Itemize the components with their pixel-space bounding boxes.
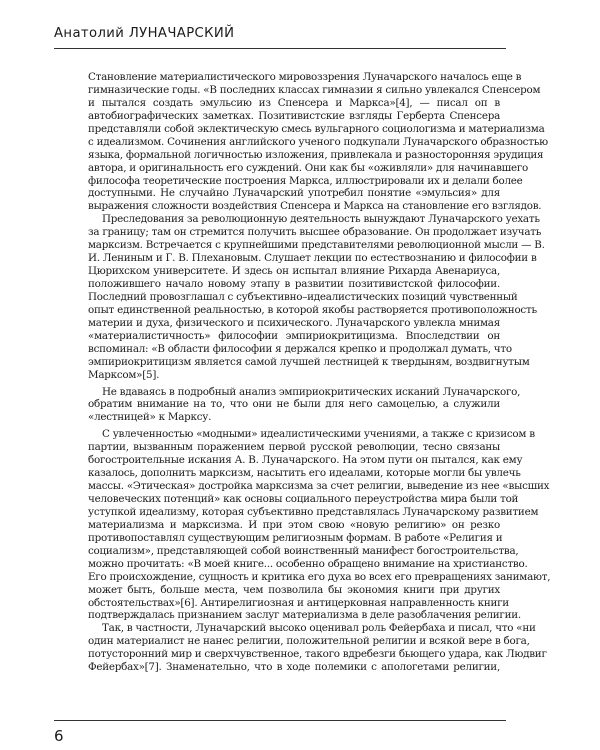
- text-line: противопоставлял существующим религиозным формам. В работе «Религия и: [88, 531, 503, 544]
- text-line: Преследования за революционную деятельность вынуждают Луначарского уехать: [102, 213, 540, 226]
- text-line: Становление материалистического мировоззрения Луначарского началось еще в: [88, 71, 522, 83]
- text-line: Фейербах»[7]. Знаменательно, что в ходе полемики с апологетами религии,: [88, 661, 500, 674]
- text-line: человеческих потенций» как основы социального переустройства мира были той: [88, 493, 519, 505]
- text-line: Марксом»[5].: [88, 368, 160, 381]
- text-line: философа теоретические построения Маркса, иллюстрировали их и делали более: [88, 174, 523, 187]
- footer-rule: [54, 720, 506, 721]
- text-line: опыт единственной реальностью, в которой якобы растворяется противоположность: [88, 303, 537, 316]
- text-line: С увлеченностью «модными» идеалистическими учениями, а также с кризисом в: [102, 428, 535, 441]
- text-line: Не вдаваясь в подробный анализ эмпириокритических исканий Луначарского,: [102, 385, 521, 398]
- text-line: и пытался создать эмульсию из Спенсера и Маркса»[4], — писал оп в: [88, 96, 500, 109]
- text-line: эмпириокритицизм является самой лучшей лестницей к твердыням, воздвигнутым: [88, 355, 530, 368]
- text-line: может быть, больше места, чем позволила бы экономия книги при других: [88, 583, 500, 596]
- text-line: уступкой идеализму, которая субъективно представлялась Луначарскому развитием: [88, 505, 539, 518]
- text-line: партии, вызванным поражением первой русской революции, тесно связаны: [88, 441, 500, 454]
- text-line: богостроительные искания А. В. Луначарского. На этом пути он пытался, как ему: [88, 454, 523, 467]
- text-line: Цюрихском университете. И здесь он испытал влияние Рихарда Авенариуса,: [88, 265, 500, 278]
- text-line: марксизм. Встречается с крупнейшими представителями революционной мысли — В.: [88, 239, 545, 252]
- text-line: И. Лениным и Г. В. Плехановым. Слушает лекции по естествознанию и философии в: [88, 252, 537, 265]
- text-line: материи и духа, физического и психического. Луначарского увлекла мнимая: [88, 316, 500, 329]
- text-line: обратим внимание на то, что они не были для него самоцелью, а служили: [88, 398, 500, 411]
- text-line: казалось, дополнить марксизм, насытить его идеалами, которые могли бы увлечь: [88, 467, 521, 480]
- text-line: автобиографических заметках. Позитивистские взгляды Герберта Спенсера: [88, 109, 500, 122]
- text-line: гимназические годы. «В последних классах гимназии я сильно увлекался Спенсером: [88, 83, 541, 96]
- text-line: потусторонний мир и сверхчувственное, такого вдребезги бьющего удара, как Людвиг: [88, 648, 547, 661]
- running-head: Анатолий ЛУНАЧАРСКИЙ: [54, 26, 235, 41]
- page-number: 6: [54, 727, 64, 745]
- text-line: материализма и марксизма. И при этом свою «новую религию» он резко: [88, 518, 500, 531]
- text-line: вспоминал: «В области философии я держался крепко и продолжал думать, что: [88, 342, 512, 355]
- text-line: Его происхождение, сущность и критика его духа во всех его превращениях занимают,: [88, 570, 551, 583]
- text-line: за границу; там он стремится получить высшее образование. Он продолжает изучать: [88, 226, 542, 239]
- text-line: обстоятельствах»[6]. Антирелигиозная и антицерковная направленность книги: [88, 596, 509, 609]
- text-line: представляли собой эклектическую смесь вульгарного социологизма и материализма: [88, 122, 545, 135]
- body-text: [88, 71, 551, 674]
- text-line: доступными. Не случайно Луначарский употребил понятие «эмульсия» для: [88, 187, 500, 200]
- text-line: с идеализмом. Сочинения английского ученого подкупали Луначарского образностью: [88, 135, 548, 148]
- text-line: положившего начало новому этапу в развитии позитивистской философии.: [88, 278, 500, 290]
- text-line: один материалист не нанес религии, положительной религии и всякой вере в бога,: [88, 635, 530, 648]
- text-line: Так, в частности, Луначарский высоко оценивал роль Фейербаха и писал, что «ни: [102, 622, 536, 635]
- text-line: «лестницей» к Марксу.: [88, 411, 212, 424]
- text-line: социализм», представляющей собой воинственный манифест богостроительства,: [88, 544, 519, 557]
- text-line: массы. «Этическая» достройка марксизма за счет религии, выведение из нее «высших: [88, 480, 550, 493]
- text-line: языка, формальной логичностью изложения, привлекала и разносторонняя эрудиция: [88, 148, 544, 161]
- text-line: выражения сложности воздействия Спенсера и Маркса на становление его взглядов.: [88, 200, 542, 213]
- text-line: можно прочитать: «В моей книге... особенно обращено внимание на христианство.: [88, 557, 528, 570]
- text-line: автора, и оригинальность его суждений. Они как бы «оживляли» для начинавшего: [88, 161, 529, 174]
- text-line: «материалистичность» философии эмпириокритицизма. Впоследствии он: [88, 329, 500, 342]
- text-line: Последний провозглашал с субъективно–идеалистических позиций чувственный: [88, 290, 518, 303]
- header-rule: [54, 48, 506, 49]
- text-line: подтверждалась признанием заслуг материализма в деле разоблачения религии.: [88, 609, 521, 622]
